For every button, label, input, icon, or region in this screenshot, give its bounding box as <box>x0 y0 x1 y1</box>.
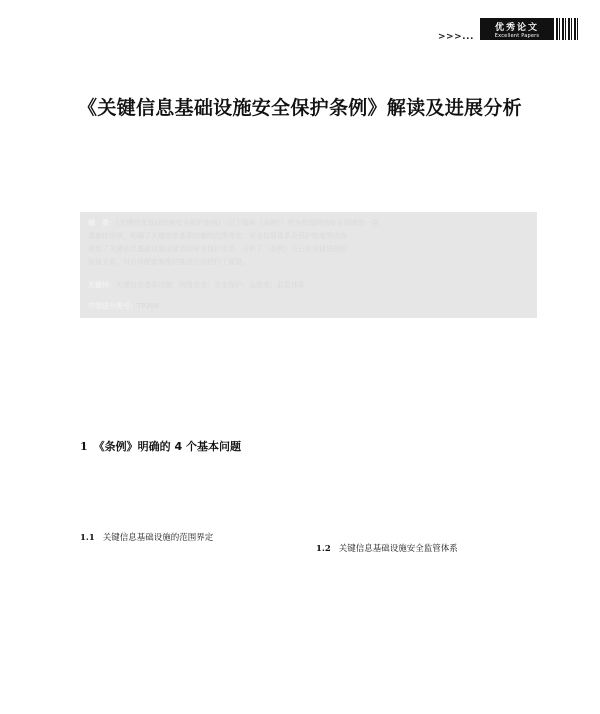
abstract-line: 基础性法规，明确了关键信息基础设施的范围界定、安全监管体系及保护制度等内容 <box>88 232 347 240</box>
header-arrows: >>>... <box>438 32 474 42</box>
subsection-heading-1-2 <box>316 542 458 554</box>
abstract-line: 规定了关键信息基础设施运营者的安全保护义务，分析了《条例》与已有法律法规的 <box>88 245 347 253</box>
subsection-title: 关键信息基础设施的范围界定 <box>102 533 214 543</box>
abstract-line: 衔接关系，对后续配套制度的推进方向进行了展望。 <box>88 258 249 266</box>
page-header <box>0 0 600 46</box>
column-badge <box>480 18 554 40</box>
abstract-block <box>80 212 537 318</box>
clc-line <box>88 301 159 311</box>
column-badge-en: Excellent Papers <box>494 33 540 39</box>
section-heading-1 <box>80 438 241 454</box>
column-badge-zh: 优秀论文 <box>494 23 539 33</box>
clc-code: TP309 <box>137 302 159 310</box>
paper-title: 《关键信息基础设施安全保护条例》解读及进展分析 <box>78 97 522 119</box>
header-stripes-decoration <box>556 18 578 40</box>
subsection-title: 关键信息基础设施安全监管体系 <box>338 544 458 554</box>
keywords-line <box>88 280 305 290</box>
section-number: 1 <box>80 440 88 453</box>
abstract-label: 摘 要： <box>88 219 116 227</box>
section-title: 《条例》明确的 4 个基本问题 <box>93 440 241 453</box>
subsection-number: 1.2 <box>316 544 331 554</box>
clc-label: 中图法分类号： <box>88 302 137 310</box>
keywords-label: 关键词： <box>88 281 116 289</box>
subsection-heading-1-1 <box>80 531 213 543</box>
abstract-line <box>88 218 379 228</box>
subsection-number: 1.1 <box>80 533 95 543</box>
keywords-text: 关键信息基础设施；网络安全；安全保护；运营者；监管体系 <box>116 281 305 289</box>
abstract-text: 《关键信息基础设施安全保护条例》（以下简称《条例》）作为我国网络安全领域的一项 <box>116 219 379 227</box>
